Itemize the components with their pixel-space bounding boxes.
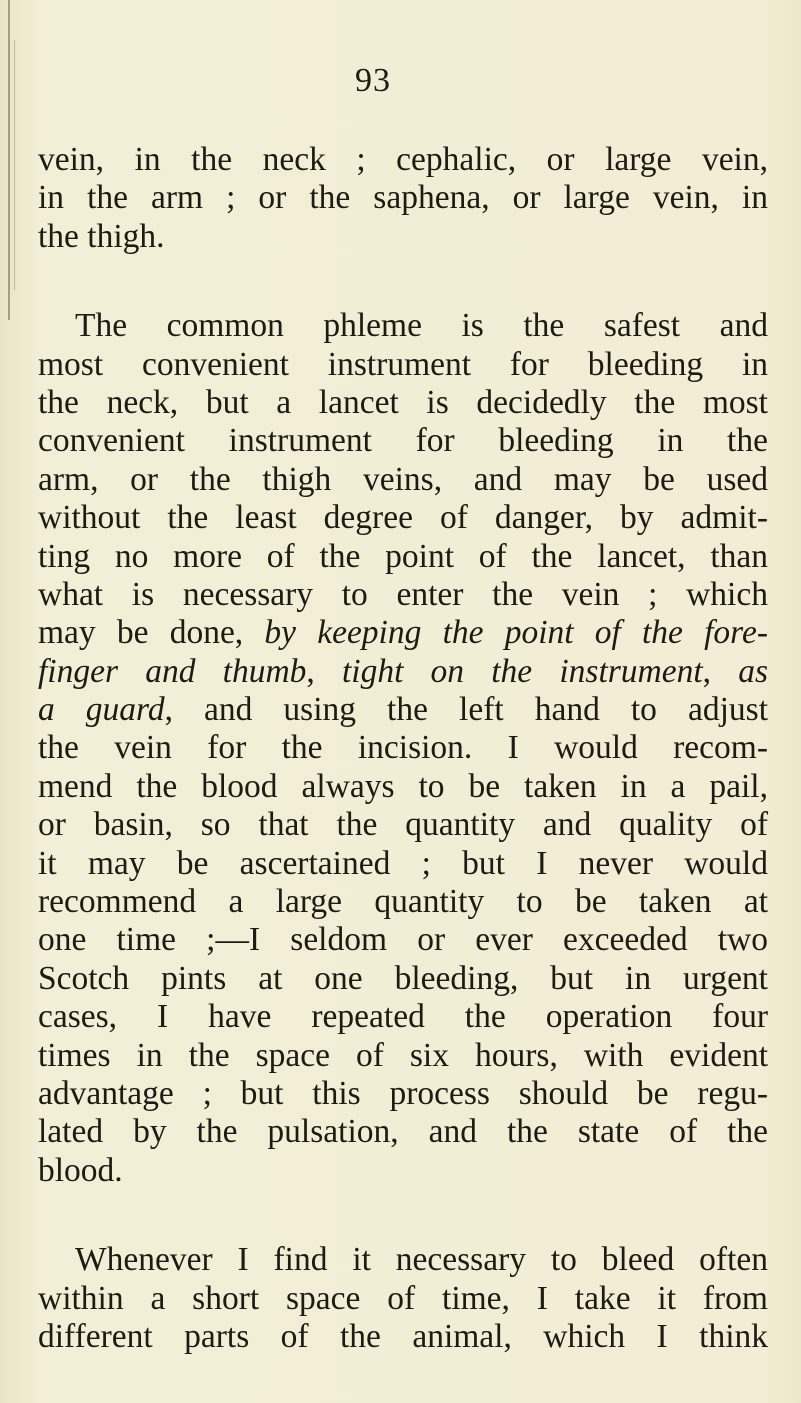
binding-edge xyxy=(8,0,10,320)
text-line: times in the space of six hours, with evident xyxy=(38,1036,768,1074)
binding-edge-shadow xyxy=(14,40,15,290)
text-line: vein, in the neck ; cephalic, or large vein, xyxy=(38,141,768,178)
italic-run: a guard xyxy=(38,691,165,729)
text-line: one time ;—I seldom or ever exceeded two xyxy=(38,921,768,959)
italic-run: by keeping the point of the fore- xyxy=(264,614,769,652)
text-line: without the least degree of danger, by admit- xyxy=(38,499,768,537)
page-number: 93 xyxy=(355,62,391,99)
body-text xyxy=(38,141,768,1356)
text-line: it may be ascertained ; but I never would xyxy=(38,844,768,882)
text-line: Scotch pints at one bleeding, but in urgent xyxy=(38,959,768,997)
text-line: cases, I have repeated the operation four xyxy=(38,998,768,1036)
text-run: , xyxy=(702,652,739,690)
text-line-mixed xyxy=(38,653,768,691)
italic-run: finger and thumb xyxy=(38,652,307,690)
text-line: the thigh. xyxy=(38,217,165,255)
text-line: arm, or the thigh veins, and may be used xyxy=(38,460,768,498)
text-run: , xyxy=(306,652,342,690)
text-line: blood. xyxy=(38,1151,123,1189)
text-run: may be done, xyxy=(38,614,265,652)
italic-run: as xyxy=(738,652,769,690)
text-line: recommend a large quantity to be taken at xyxy=(38,883,768,921)
text-line: what is necessary to enter the vein ; which xyxy=(38,575,768,613)
text-line: ting no more of the point of the lancet, than xyxy=(38,537,768,575)
text-line-mixed xyxy=(38,614,768,652)
text-line-mixed xyxy=(38,691,768,729)
text-line: convenient instrument for bleeding in the xyxy=(38,422,768,460)
text-line: within a short space of time, I take it from xyxy=(38,1279,768,1317)
text-line: different parts of the animal, which I think xyxy=(38,1317,768,1355)
text-line: mend the blood always to be taken in a pail, xyxy=(38,767,768,805)
paragraph-3 xyxy=(38,1241,768,1356)
paragraph-1 xyxy=(38,141,768,256)
text-line: the vein for the incision. I would recom- xyxy=(38,729,768,767)
text-line: or basin, so that the quantity and quality of xyxy=(38,806,768,844)
text-line: The common phleme is the safest and xyxy=(75,307,768,345)
text-line: in the arm ; or the saphena, or large vein, in xyxy=(38,179,768,217)
text-line: Whenever I find it necessary to bleed often xyxy=(75,1241,768,1279)
text-line: the neck, but a lancet is decidedly the most xyxy=(38,383,768,421)
text-line: most convenient instrument for bleeding in xyxy=(38,345,768,383)
paragraph-2 xyxy=(38,307,768,1190)
text-run: , and using the left hand to adjust xyxy=(164,691,768,729)
italic-run: tight on the instrument xyxy=(341,652,703,690)
text-line: lated by the pulsation, and the state of the xyxy=(38,1113,768,1151)
text-line: advantage ; but this process should be regu- xyxy=(38,1074,768,1112)
